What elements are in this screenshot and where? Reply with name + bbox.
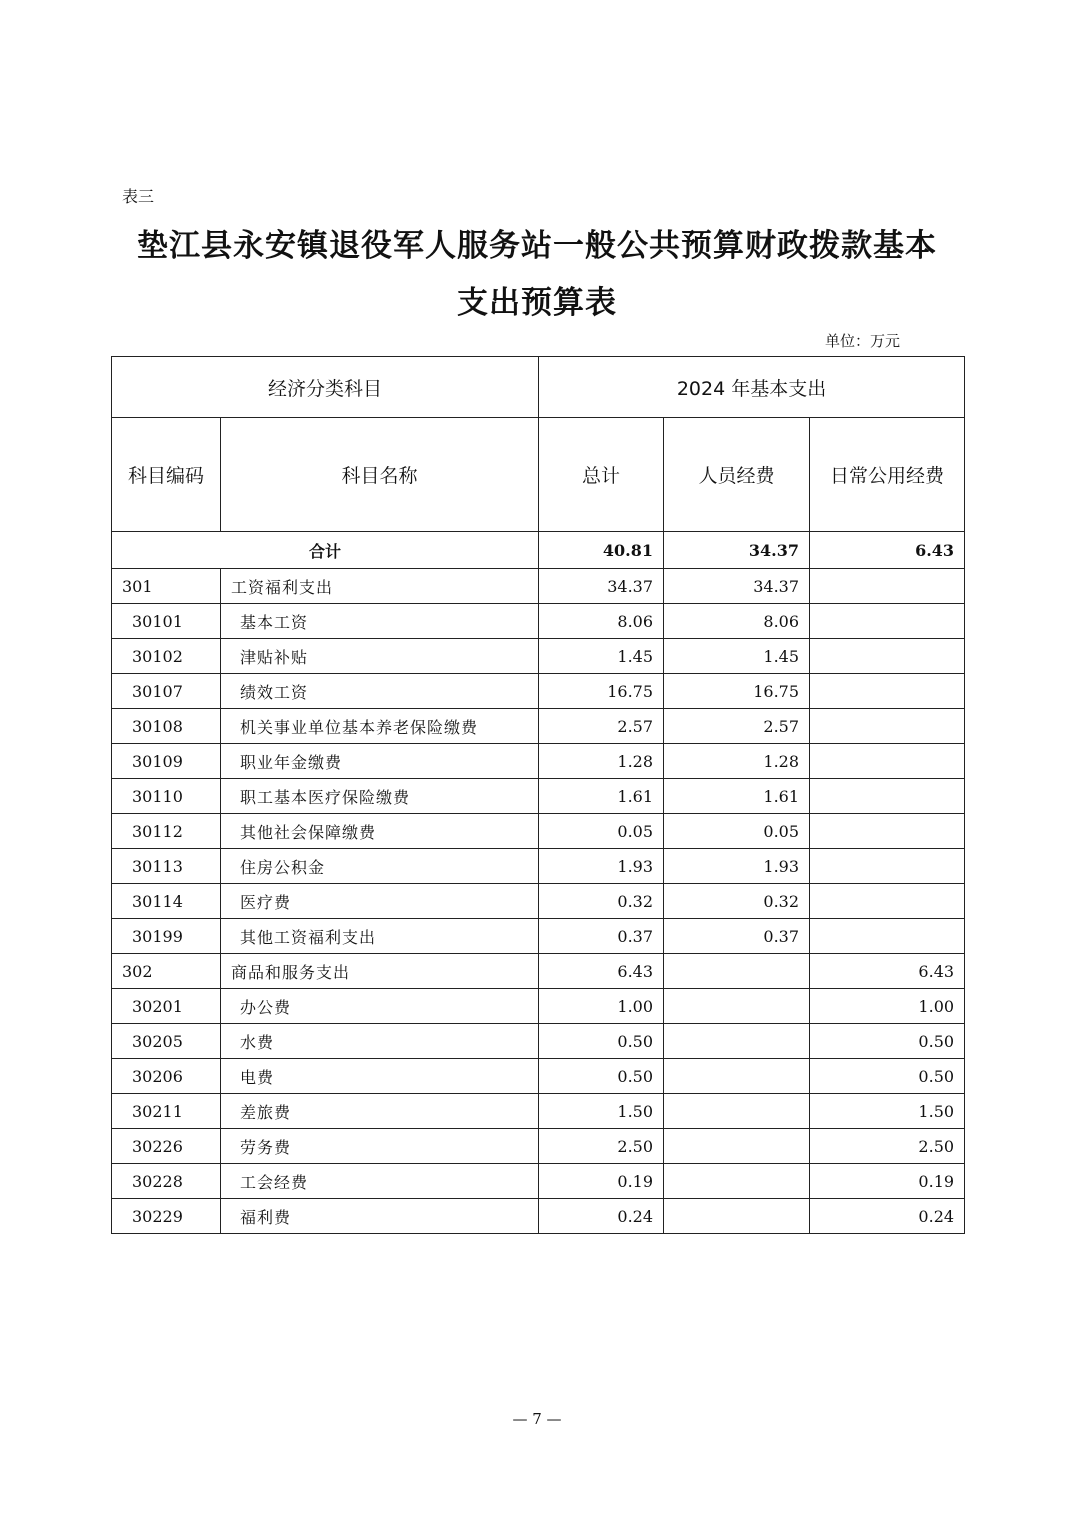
row-public	[810, 744, 965, 779]
table-row	[112, 674, 965, 709]
row-total: 0.50	[539, 1024, 664, 1059]
table-row	[112, 709, 965, 744]
row-name: 商品和服务支出	[221, 954, 539, 989]
row-total: 0.24	[539, 1199, 664, 1234]
row-code: 302	[112, 954, 221, 989]
table-row	[112, 1164, 965, 1199]
row-total: 0.37	[539, 919, 664, 954]
table-row	[112, 849, 965, 884]
row-public	[810, 674, 965, 709]
row-personnel	[664, 1129, 810, 1164]
row-total: 34.37	[539, 569, 664, 604]
row-personnel: 34.37	[664, 569, 810, 604]
total-public: 6.43	[810, 532, 965, 569]
row-total: 0.05	[539, 814, 664, 849]
row-personnel: 0.05	[664, 814, 810, 849]
row-name: 职工基本医疗保险缴费	[221, 779, 539, 814]
row-code: 30211	[112, 1094, 221, 1129]
row-personnel	[664, 1059, 810, 1094]
row-name: 工会经费	[221, 1164, 539, 1199]
row-public: 0.24	[810, 1199, 965, 1234]
row-personnel: 1.93	[664, 849, 810, 884]
row-personnel: 16.75	[664, 674, 810, 709]
row-total: 16.75	[539, 674, 664, 709]
row-personnel: 0.32	[664, 884, 810, 919]
table-row	[112, 1094, 965, 1129]
row-code: 30109	[112, 744, 221, 779]
row-total: 1.28	[539, 744, 664, 779]
row-code: 30101	[112, 604, 221, 639]
row-code: 30199	[112, 919, 221, 954]
row-name: 基本工资	[221, 604, 539, 639]
row-public: 2.50	[810, 1129, 965, 1164]
table-row	[112, 884, 965, 919]
table-row	[112, 954, 965, 989]
table-row	[112, 919, 965, 954]
row-public	[810, 814, 965, 849]
row-name: 差旅费	[221, 1094, 539, 1129]
row-total: 1.45	[539, 639, 664, 674]
header-column-row	[112, 418, 965, 532]
row-total: 0.19	[539, 1164, 664, 1199]
row-personnel: 8.06	[664, 604, 810, 639]
total-row	[112, 532, 965, 569]
row-personnel	[664, 954, 810, 989]
row-public: 0.50	[810, 1024, 965, 1059]
row-personnel: 2.57	[664, 709, 810, 744]
table-row	[112, 1024, 965, 1059]
table-row	[112, 779, 965, 814]
row-code: 30205	[112, 1024, 221, 1059]
header-economic-category: 经济分类科目	[112, 357, 539, 418]
row-total: 2.57	[539, 709, 664, 744]
row-personnel: 0.37	[664, 919, 810, 954]
row-name: 劳务费	[221, 1129, 539, 1164]
row-public	[810, 639, 965, 674]
table-row	[112, 1059, 965, 1094]
row-code: 30114	[112, 884, 221, 919]
table-label: 表三	[122, 187, 155, 206]
row-public: 0.19	[810, 1164, 965, 1199]
page-title-line2: 支出预算表	[457, 285, 617, 321]
row-code: 30228	[112, 1164, 221, 1199]
row-public	[810, 569, 965, 604]
header-public: 日常公用经费	[810, 418, 965, 532]
row-code: 30229	[112, 1199, 221, 1234]
header-personnel: 人员经费	[664, 418, 810, 532]
row-code: 30206	[112, 1059, 221, 1094]
row-public	[810, 884, 965, 919]
table-row	[112, 1129, 965, 1164]
row-public	[810, 919, 965, 954]
row-name: 水费	[221, 1024, 539, 1059]
row-public: 6.43	[810, 954, 965, 989]
row-total: 0.50	[539, 1059, 664, 1094]
total-personnel: 34.37	[664, 532, 810, 569]
table-row	[112, 569, 965, 604]
row-name: 绩效工资	[221, 674, 539, 709]
row-name: 机关事业单位基本养老保险缴费	[221, 709, 539, 744]
row-personnel	[664, 1164, 810, 1199]
row-code: 30110	[112, 779, 221, 814]
table-row	[112, 744, 965, 779]
row-name: 其他工资福利支出	[221, 919, 539, 954]
row-code: 30226	[112, 1129, 221, 1164]
row-personnel	[664, 1024, 810, 1059]
row-name: 工资福利支出	[221, 569, 539, 604]
row-public	[810, 779, 965, 814]
header-group-row	[112, 357, 965, 418]
table-row	[112, 814, 965, 849]
header-basic-expenditure: 2024 年基本支出	[539, 357, 965, 418]
unit-label: 单位：万元	[824, 332, 900, 350]
row-personnel: 1.45	[664, 639, 810, 674]
total-total: 40.81	[539, 532, 664, 569]
table-row	[112, 1199, 965, 1234]
row-personnel	[664, 1199, 810, 1234]
header-code: 科目编码	[112, 418, 221, 532]
page-title-line1: 垫江县永安镇退役军人服务站一般公共预算财政拨款基本	[137, 228, 937, 264]
row-public: 1.00	[810, 989, 965, 1024]
row-name: 福利费	[221, 1199, 539, 1234]
row-code: 30113	[112, 849, 221, 884]
row-public: 1.50	[810, 1094, 965, 1129]
table-row	[112, 989, 965, 1024]
row-name: 津贴补贴	[221, 639, 539, 674]
row-total: 1.00	[539, 989, 664, 1024]
row-personnel	[664, 989, 810, 1024]
row-total: 1.50	[539, 1094, 664, 1129]
row-name: 职业年金缴费	[221, 744, 539, 779]
row-name: 电费	[221, 1059, 539, 1094]
row-total: 0.32	[539, 884, 664, 919]
row-total: 1.93	[539, 849, 664, 884]
row-code: 301	[112, 569, 221, 604]
row-code: 30201	[112, 989, 221, 1024]
row-code: 30107	[112, 674, 221, 709]
row-public	[810, 849, 965, 884]
row-name: 住房公积金	[221, 849, 539, 884]
row-name: 医疗费	[221, 884, 539, 919]
header-total: 总计	[539, 418, 664, 532]
row-name: 其他社会保障缴费	[221, 814, 539, 849]
row-public: 0.50	[810, 1059, 965, 1094]
total-label: 合计	[112, 532, 539, 569]
table-row	[112, 604, 965, 639]
table-row	[112, 639, 965, 674]
page-number: — 7 —	[512, 1410, 562, 1428]
row-total: 8.06	[539, 604, 664, 639]
row-code: 30102	[112, 639, 221, 674]
header-name: 科目名称	[221, 418, 539, 532]
row-name: 办公费	[221, 989, 539, 1024]
row-personnel: 1.61	[664, 779, 810, 814]
row-personnel: 1.28	[664, 744, 810, 779]
row-total: 6.43	[539, 954, 664, 989]
budget-table	[111, 356, 965, 1234]
row-total: 1.61	[539, 779, 664, 814]
row-code: 30112	[112, 814, 221, 849]
row-code: 30108	[112, 709, 221, 744]
row-public	[810, 709, 965, 744]
row-total: 2.50	[539, 1129, 664, 1164]
row-personnel	[664, 1094, 810, 1129]
row-public	[810, 604, 965, 639]
